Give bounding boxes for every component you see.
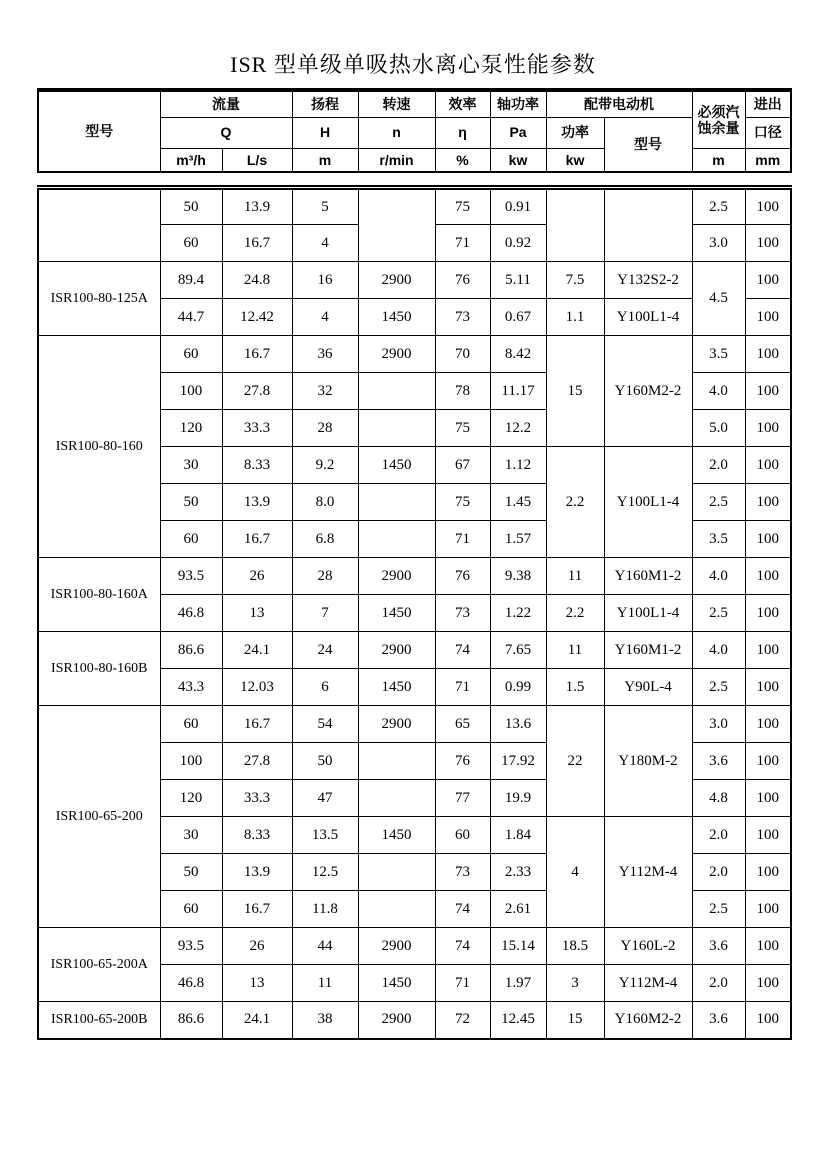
cell-motor_kw: 2.2 (546, 447, 604, 558)
header-shaft-symbol: Pa (490, 117, 546, 148)
table-row (38, 336, 791, 373)
cell-port_mm: 100 (745, 595, 791, 632)
cell-speed_rpm: 2900 (358, 558, 435, 595)
cell-npsh_m: 4.5 (692, 262, 745, 336)
cell-npsh_m: 3.6 (692, 1002, 745, 1039)
cell-q_ls: 26 (222, 928, 292, 965)
header-npsh-unit: m (692, 148, 745, 172)
cell-port_mm: 100 (745, 706, 791, 743)
cell-shaft_kw: 1.97 (490, 965, 546, 1002)
cell-head_m: 24 (292, 632, 358, 669)
cell-port_mm: 100 (745, 336, 791, 373)
cell-npsh_m: 4.0 (692, 558, 745, 595)
data-table-body (38, 188, 791, 1039)
header-port-label-line2: 口径 (745, 117, 791, 148)
cell-speed_rpm: 2900 (358, 1002, 435, 1039)
table-row (38, 706, 791, 743)
cell-shaft_kw: 11.17 (490, 373, 546, 410)
cell-shaft_kw: 0.92 (490, 225, 546, 262)
cell-shaft_kw: 1.57 (490, 521, 546, 558)
table-row (38, 188, 791, 225)
cell-shaft_kw: 7.65 (490, 632, 546, 669)
cell-head_m: 6.8 (292, 521, 358, 558)
pump-model-cell: ISR100-80-125A (38, 262, 160, 336)
cell-motor_model: Y160M2-2 (604, 1002, 692, 1039)
cell-motor_model: Y112M-4 (604, 817, 692, 928)
table-row (38, 262, 791, 299)
header-speed-label: 转速 (358, 90, 435, 117)
cell-speed_rpm: 1450 (358, 669, 435, 706)
cell-eff_pct: 75 (435, 410, 490, 447)
cell-motor_kw: 2.2 (546, 595, 604, 632)
cell-q_m3h: 120 (160, 410, 222, 447)
cell-shaft_kw: 0.99 (490, 669, 546, 706)
cell-eff_pct: 71 (435, 521, 490, 558)
cell-shaft_kw: 2.61 (490, 891, 546, 928)
header-port-unit: mm (745, 148, 791, 172)
cell-q_ls: 16.7 (222, 891, 292, 928)
cell-head_m: 11.8 (292, 891, 358, 928)
cell-q_m3h: 60 (160, 521, 222, 558)
cell-q_ls: 33.3 (222, 780, 292, 817)
cell-port_mm: 100 (745, 965, 791, 1002)
cell-motor_kw: 4 (546, 817, 604, 928)
header-flow-symbol: Q (160, 117, 292, 148)
cell-port_mm: 100 (745, 1002, 791, 1039)
cell-head_m: 36 (292, 336, 358, 373)
cell-eff_pct: 71 (435, 669, 490, 706)
cell-speed_rpm: 1450 (358, 965, 435, 1002)
header-port-label-line1: 进出 (745, 90, 791, 117)
cell-q_m3h: 86.6 (160, 1002, 222, 1039)
cell-speed_rpm: 2900 (358, 632, 435, 669)
cell-npsh_m: 2.5 (692, 669, 745, 706)
cell-head_m: 50 (292, 743, 358, 780)
cell-q_ls: 24.1 (222, 1002, 292, 1039)
cell-shaft_kw: 1.45 (490, 484, 546, 521)
cell-port_mm: 100 (745, 928, 791, 965)
cell-head_m: 38 (292, 1002, 358, 1039)
cell-q_m3h: 120 (160, 780, 222, 817)
cell-npsh_m: 3.0 (692, 706, 745, 743)
pump-model-cell: ISR100-65-200B (38, 1002, 160, 1039)
cell-q_m3h: 50 (160, 854, 222, 891)
cell-speed_rpm: 2900 (358, 928, 435, 965)
cell-q_m3h: 89.4 (160, 262, 222, 299)
cell-speed_rpm: 1450 (358, 817, 435, 854)
cell-eff_pct: 73 (435, 595, 490, 632)
pump-model-cell: ISR100-80-160A (38, 558, 160, 632)
cell-speed_rpm (358, 780, 435, 817)
cell-head_m: 28 (292, 410, 358, 447)
cell-q_m3h: 93.5 (160, 928, 222, 965)
header-motor-power-unit: kw (546, 148, 604, 172)
cell-q_ls: 33.3 (222, 410, 292, 447)
cell-eff_pct: 60 (435, 817, 490, 854)
cell-eff_pct: 71 (435, 225, 490, 262)
cell-npsh_m: 2.0 (692, 817, 745, 854)
cell-port_mm: 100 (745, 632, 791, 669)
cell-motor_kw: 11 (546, 558, 604, 595)
cell-speed_rpm (358, 854, 435, 891)
cell-port_mm: 100 (745, 743, 791, 780)
header-flow-unit-ls: L/s (222, 148, 292, 172)
table-row (38, 632, 791, 669)
cell-speed_rpm (358, 188, 435, 262)
cell-q_m3h: 100 (160, 743, 222, 780)
cell-q_ls: 12.03 (222, 669, 292, 706)
cell-shaft_kw: 1.22 (490, 595, 546, 632)
cell-eff_pct: 76 (435, 558, 490, 595)
cell-eff_pct: 76 (435, 262, 490, 299)
cell-q_ls: 13 (222, 595, 292, 632)
cell-head_m: 6 (292, 669, 358, 706)
cell-q_m3h: 60 (160, 706, 222, 743)
cell-motor_kw: 1.5 (546, 669, 604, 706)
cell-q_m3h: 44.7 (160, 299, 222, 336)
cell-eff_pct: 78 (435, 373, 490, 410)
page-title: ISR 型单级单吸热水离心泵性能参数 (230, 52, 596, 77)
cell-motor_model: Y160M2-2 (604, 336, 692, 447)
cell-port_mm: 100 (745, 447, 791, 484)
cell-motor_model (604, 188, 692, 262)
header-speed-symbol: n (358, 117, 435, 148)
header-eff-symbol: η (435, 117, 490, 148)
cell-npsh_m: 2.0 (692, 854, 745, 891)
cell-head_m: 5 (292, 188, 358, 225)
cell-npsh_m: 3.5 (692, 521, 745, 558)
header-table (37, 88, 792, 173)
cell-q_ls: 26 (222, 558, 292, 595)
cell-port_mm: 100 (745, 262, 791, 299)
cell-npsh_m: 2.0 (692, 447, 745, 484)
cell-motor_kw: 15 (546, 1002, 604, 1039)
cell-motor_kw: 18.5 (546, 928, 604, 965)
header-head-label: 扬程 (292, 90, 358, 117)
cell-shaft_kw: 17.92 (490, 743, 546, 780)
header-head-symbol: H (292, 117, 358, 148)
cell-q_ls: 16.7 (222, 521, 292, 558)
cell-q_m3h: 100 (160, 373, 222, 410)
cell-shaft_kw: 12.45 (490, 1002, 546, 1039)
header-shaft-power-label: 轴功率 (490, 90, 546, 117)
cell-npsh_m: 5.0 (692, 410, 745, 447)
header-npsh-label-line2: 蚀余量 (697, 119, 740, 136)
cell-eff_pct: 70 (435, 336, 490, 373)
cell-head_m: 9.2 (292, 447, 358, 484)
cell-shaft_kw: 1.84 (490, 817, 546, 854)
cell-motor_kw (546, 188, 604, 262)
cell-motor_kw: 1.1 (546, 299, 604, 336)
cell-q_ls: 27.8 (222, 743, 292, 780)
pump-model-cell: ISR100-65-200A (38, 928, 160, 1002)
cell-npsh_m: 2.5 (692, 595, 745, 632)
cell-q_m3h: 60 (160, 891, 222, 928)
cell-head_m: 28 (292, 558, 358, 595)
header-motor-model-label: 型号 (604, 117, 692, 172)
cell-speed_rpm: 1450 (358, 595, 435, 632)
cell-head_m: 32 (292, 373, 358, 410)
cell-port_mm: 100 (745, 299, 791, 336)
cell-port_mm: 100 (745, 891, 791, 928)
cell-q_ls: 13 (222, 965, 292, 1002)
header-model-label: 型号 (38, 90, 160, 172)
cell-eff_pct: 74 (435, 632, 490, 669)
cell-speed_rpm: 1450 (358, 447, 435, 484)
cell-head_m: 13.5 (292, 817, 358, 854)
cell-port_mm: 100 (745, 410, 791, 447)
cell-motor_kw: 7.5 (546, 262, 604, 299)
cell-eff_pct: 67 (435, 447, 490, 484)
cell-port_mm: 100 (745, 854, 791, 891)
cell-shaft_kw: 9.38 (490, 558, 546, 595)
header-motor-label: 配带电动机 (546, 90, 692, 117)
header-npsh-label (692, 90, 745, 148)
header-row-1 (38, 90, 791, 117)
cell-port_mm: 100 (745, 373, 791, 410)
header-eff-unit: % (435, 148, 490, 172)
data-table (37, 185, 792, 1040)
cell-head_m: 16 (292, 262, 358, 299)
table-row (38, 928, 791, 965)
pump-model-cell: ISR100-80-160B (38, 632, 160, 706)
header-head-unit: m (292, 148, 358, 172)
cell-q_m3h: 30 (160, 447, 222, 484)
cell-shaft_kw: 19.9 (490, 780, 546, 817)
cell-shaft_kw: 13.6 (490, 706, 546, 743)
cell-q_m3h: 60 (160, 225, 222, 262)
cell-eff_pct: 72 (435, 1002, 490, 1039)
cell-speed_rpm (358, 743, 435, 780)
cell-q_ls: 12.42 (222, 299, 292, 336)
cell-speed_rpm: 2900 (358, 262, 435, 299)
cell-eff_pct: 75 (435, 484, 490, 521)
cell-head_m: 4 (292, 225, 358, 262)
cell-shaft_kw: 2.33 (490, 854, 546, 891)
cell-motor_model: Y100L1-4 (604, 595, 692, 632)
cell-npsh_m: 3.6 (692, 928, 745, 965)
cell-q_m3h: 50 (160, 484, 222, 521)
cell-speed_rpm: 2900 (358, 336, 435, 373)
cell-shaft_kw: 12.2 (490, 410, 546, 447)
cell-q_ls: 8.33 (222, 817, 292, 854)
cell-motor_model: Y90L-4 (604, 669, 692, 706)
cell-shaft_kw: 0.91 (490, 188, 546, 225)
cell-motor_model: Y180M-2 (604, 706, 692, 817)
cell-shaft_kw: 1.12 (490, 447, 546, 484)
cell-motor_model: Y160L-2 (604, 928, 692, 965)
cell-npsh_m: 2.5 (692, 891, 745, 928)
cell-head_m: 8.0 (292, 484, 358, 521)
cell-port_mm: 100 (745, 225, 791, 262)
cell-q_ls: 16.7 (222, 706, 292, 743)
cell-eff_pct: 74 (435, 928, 490, 965)
cell-head_m: 47 (292, 780, 358, 817)
header-speed-unit: r/min (358, 148, 435, 172)
cell-q_m3h: 86.6 (160, 632, 222, 669)
table-row (38, 558, 791, 595)
cell-q_ls: 16.7 (222, 336, 292, 373)
cell-speed_rpm (358, 410, 435, 447)
cell-eff_pct: 73 (435, 299, 490, 336)
cell-motor_kw: 22 (546, 706, 604, 817)
cell-npsh_m: 3.5 (692, 336, 745, 373)
cell-q_ls: 24.8 (222, 262, 292, 299)
cell-eff_pct: 75 (435, 188, 490, 225)
cell-port_mm: 100 (745, 817, 791, 854)
cell-eff_pct: 71 (435, 965, 490, 1002)
cell-eff_pct: 76 (435, 743, 490, 780)
cell-npsh_m: 2.5 (692, 484, 745, 521)
cell-q_m3h: 93.5 (160, 558, 222, 595)
cell-eff_pct: 77 (435, 780, 490, 817)
cell-speed_rpm (358, 891, 435, 928)
cell-shaft_kw: 5.11 (490, 262, 546, 299)
cell-q_ls: 16.7 (222, 225, 292, 262)
cell-port_mm: 100 (745, 669, 791, 706)
cell-q_m3h: 43.3 (160, 669, 222, 706)
cell-motor_model: Y160M1-2 (604, 632, 692, 669)
cell-shaft_kw: 15.14 (490, 928, 546, 965)
cell-shaft_kw: 0.67 (490, 299, 546, 336)
cell-npsh_m: 3.0 (692, 225, 745, 262)
cell-port_mm: 100 (745, 780, 791, 817)
cell-speed_rpm: 1450 (358, 299, 435, 336)
cell-q_ls: 13.9 (222, 854, 292, 891)
cell-head_m: 4 (292, 299, 358, 336)
cell-head_m: 44 (292, 928, 358, 965)
header-flow-unit-m3h: m³/h (160, 148, 222, 172)
cell-motor_model: Y160M1-2 (604, 558, 692, 595)
pump-model-cell: ISR100-65-200 (38, 706, 160, 928)
cell-head_m: 12.5 (292, 854, 358, 891)
cell-speed_rpm: 2900 (358, 706, 435, 743)
cell-motor_model: Y100L1-4 (604, 299, 692, 336)
cell-q_ls: 24.1 (222, 632, 292, 669)
cell-port_mm: 100 (745, 521, 791, 558)
cell-head_m: 11 (292, 965, 358, 1002)
cell-q_ls: 13.9 (222, 484, 292, 521)
cell-motor_model: Y112M-4 (604, 965, 692, 1002)
cell-q_m3h: 46.8 (160, 965, 222, 1002)
cell-motor_kw: 11 (546, 632, 604, 669)
cell-eff_pct: 65 (435, 706, 490, 743)
cell-q_ls: 8.33 (222, 447, 292, 484)
cell-head_m: 54 (292, 706, 358, 743)
cell-port_mm: 100 (745, 484, 791, 521)
table-row (38, 1002, 791, 1039)
cell-npsh_m: 2.0 (692, 965, 745, 1002)
cell-motor_model: Y100L1-4 (604, 447, 692, 558)
cell-port_mm: 100 (745, 558, 791, 595)
cell-q_ls: 13.9 (222, 188, 292, 225)
cell-q_m3h: 50 (160, 188, 222, 225)
header-eff-label: 效率 (435, 90, 490, 117)
cell-motor_kw: 15 (546, 336, 604, 447)
cell-motor_model: Y132S2-2 (604, 262, 692, 299)
header-npsh-label-line1: 必须汽 (697, 103, 740, 120)
cell-q_ls: 27.8 (222, 373, 292, 410)
cell-npsh_m: 2.5 (692, 188, 745, 225)
cell-npsh_m: 4.0 (692, 632, 745, 669)
cell-port_mm: 100 (745, 188, 791, 225)
cell-speed_rpm (358, 521, 435, 558)
cell-npsh_m: 3.6 (692, 743, 745, 780)
cell-eff_pct: 73 (435, 854, 490, 891)
cell-q_m3h: 60 (160, 336, 222, 373)
pump-model-cell: ISR100-80-160 (38, 336, 160, 558)
header-flow-label: 流量 (160, 90, 292, 117)
cell-motor_kw: 3 (546, 965, 604, 1002)
cell-npsh_m: 4.0 (692, 373, 745, 410)
cell-npsh_m: 4.8 (692, 780, 745, 817)
cell-eff_pct: 74 (435, 891, 490, 928)
cell-speed_rpm (358, 484, 435, 521)
cell-head_m: 7 (292, 595, 358, 632)
cell-shaft_kw: 8.42 (490, 336, 546, 373)
cell-speed_rpm (358, 373, 435, 410)
header-shaft-unit: kw (490, 148, 546, 172)
cell-q_m3h: 46.8 (160, 595, 222, 632)
pump-model-cell (38, 188, 160, 262)
cell-q_m3h: 30 (160, 817, 222, 854)
header-motor-power-label: 功率 (546, 117, 604, 148)
